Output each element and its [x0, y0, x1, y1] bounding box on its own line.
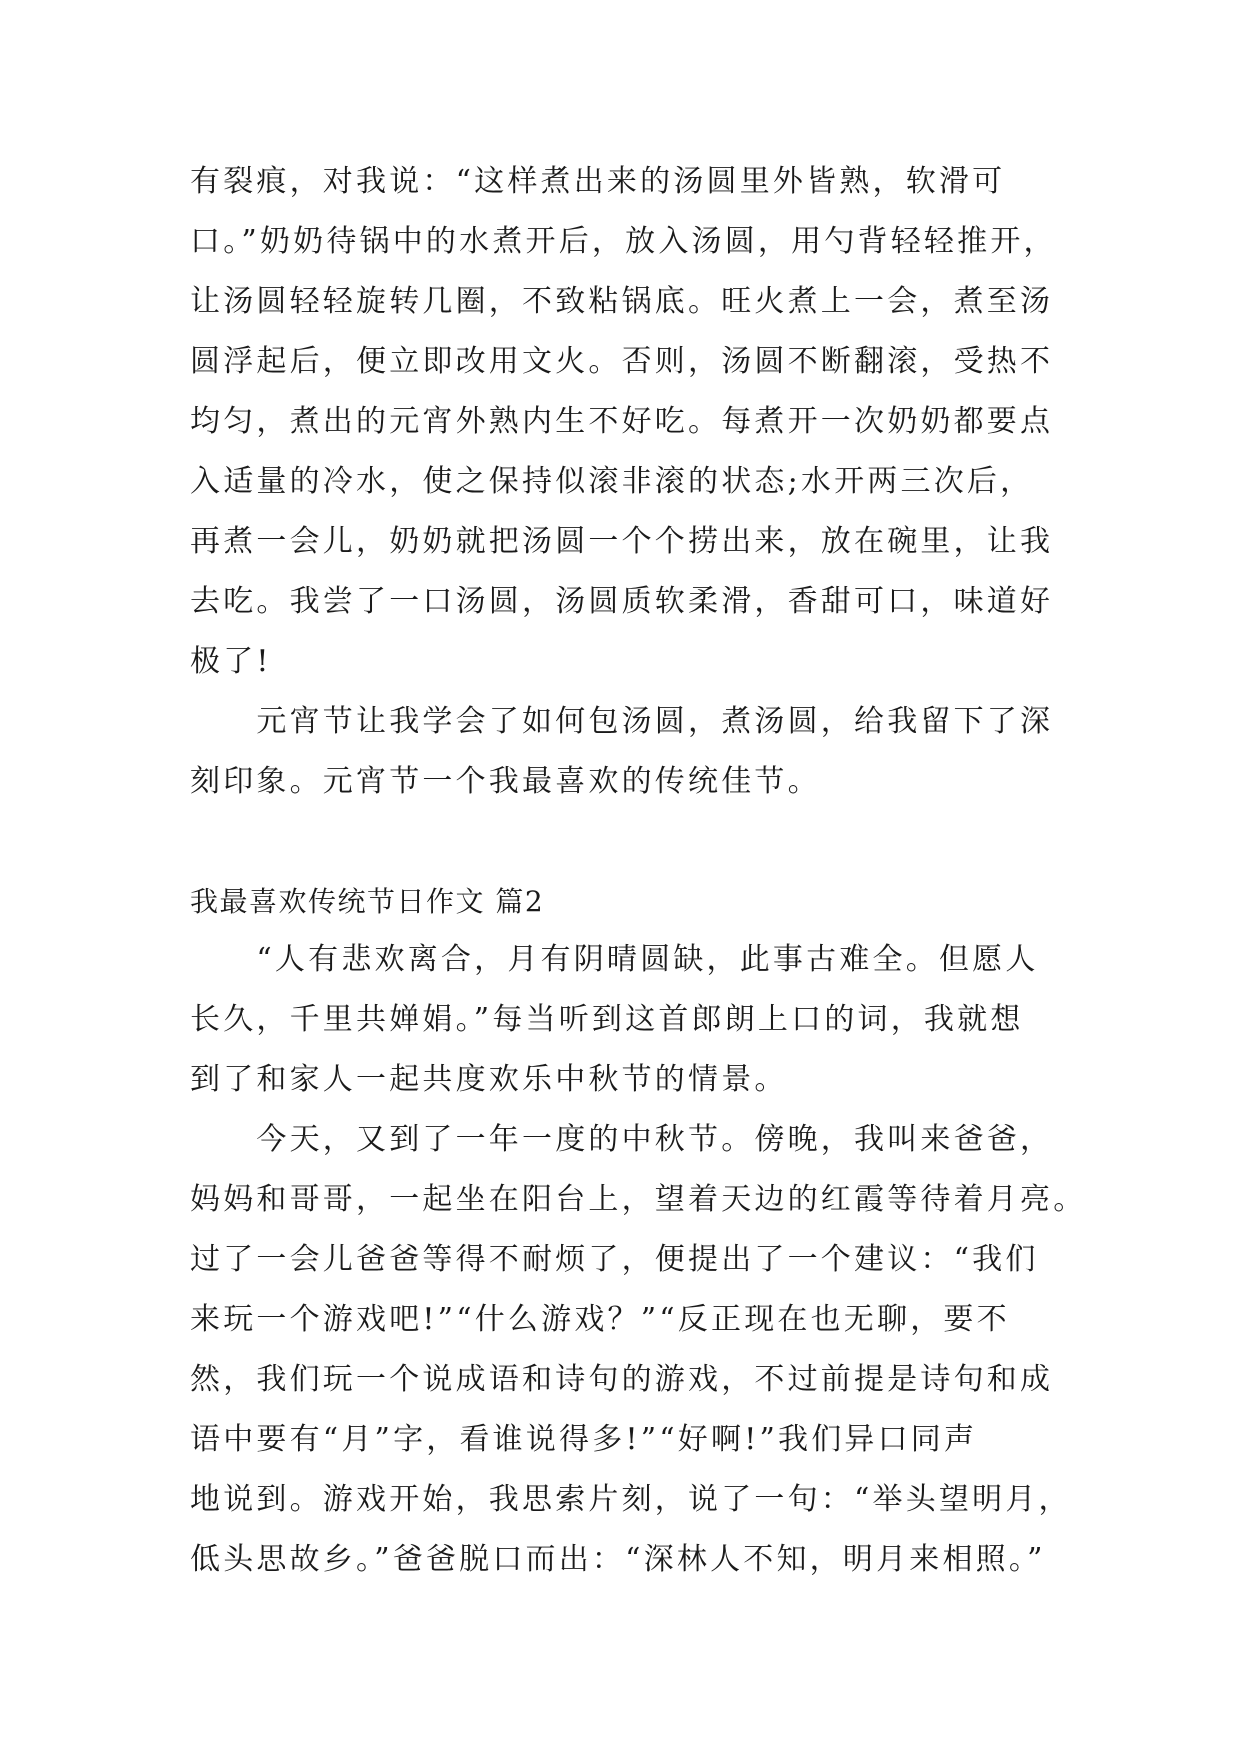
text-line: 长久，千里共婵娟。”每当听到这首郎朗上口的词，我就想 [190, 1002, 1024, 1037]
text-line: “人有悲欢离合，月有阴晴圆缺，此事古难全。但愿人 [190, 942, 1039, 977]
text-line: 低头思故乡。”爸爸脱口而出：“深林人不知，明月来相照。” [190, 1542, 1046, 1577]
text-line: 到了和家人一起共度欢乐中秋节的情景。 [190, 1062, 788, 1097]
text-line: 入适量的冷水，使之保持似滚非滚的状态;水开两三次后， [190, 464, 1034, 499]
section-heading: 我最喜欢传统节日作文 篇2 [190, 885, 545, 918]
text-line: 地说到。游戏开始，我思索片刻，说了一句：“举头望明月， [190, 1482, 1072, 1517]
text-line: 刻印象。元宵节一个我最喜欢的传统佳节。 [190, 764, 821, 799]
text-line: 然，我们玩一个说成语和诗句的游戏，不过前提是诗句和成 [190, 1362, 1054, 1397]
text-line: 再煮一会儿，奶奶就把汤圆一个个捞出来，放在碗里，让我 [190, 524, 1054, 559]
text-line: 均匀，煮出的元宵外熟内生不好吃。每煮开一次奶奶都要点 [190, 404, 1054, 439]
text-line: 妈妈和哥哥，一起坐在阳台上，望着天边的红霞等待着月亮。 [190, 1182, 1087, 1217]
text-line: 今天，又到了一年一度的中秋节。傍晚，我叫来爸爸， [190, 1122, 1054, 1157]
text-line: 过了一会儿爸爸等得不耐烦了，便提出了一个建议：“我们 [190, 1242, 1039, 1277]
text-line: 口。”奶奶待锅中的水煮开后，放入汤圆，用勺背轻轻推开， [190, 224, 1057, 259]
text-line: 来玩一个游戏吧!”“什么游戏？”“反正现在也无聊，要不 [190, 1302, 1010, 1337]
text-line: 有裂痕，对我说：“这样煮出来的汤圆里外皆熟，软滑可 [190, 164, 1006, 199]
text-line: 让汤圆轻轻旋转几圈，不致粘锅底。旺火煮上一会，煮至汤 [190, 284, 1054, 319]
text-line: 语中要有“月”字，看谁说得多!”“好啊!”我们异口同声 [190, 1422, 978, 1457]
text-line: 圆浮起后，便立即改用文火。否则，汤圆不断翻滚，受热不 [190, 344, 1054, 379]
text-line: 极了! [190, 644, 272, 679]
text-line: 去吃。我尝了一口汤圆，汤圆质软柔滑，香甜可口，味道好 [190, 584, 1054, 619]
text-line: 元宵节让我学会了如何包汤圆，煮汤圆，给我留下了深 [190, 704, 1054, 739]
